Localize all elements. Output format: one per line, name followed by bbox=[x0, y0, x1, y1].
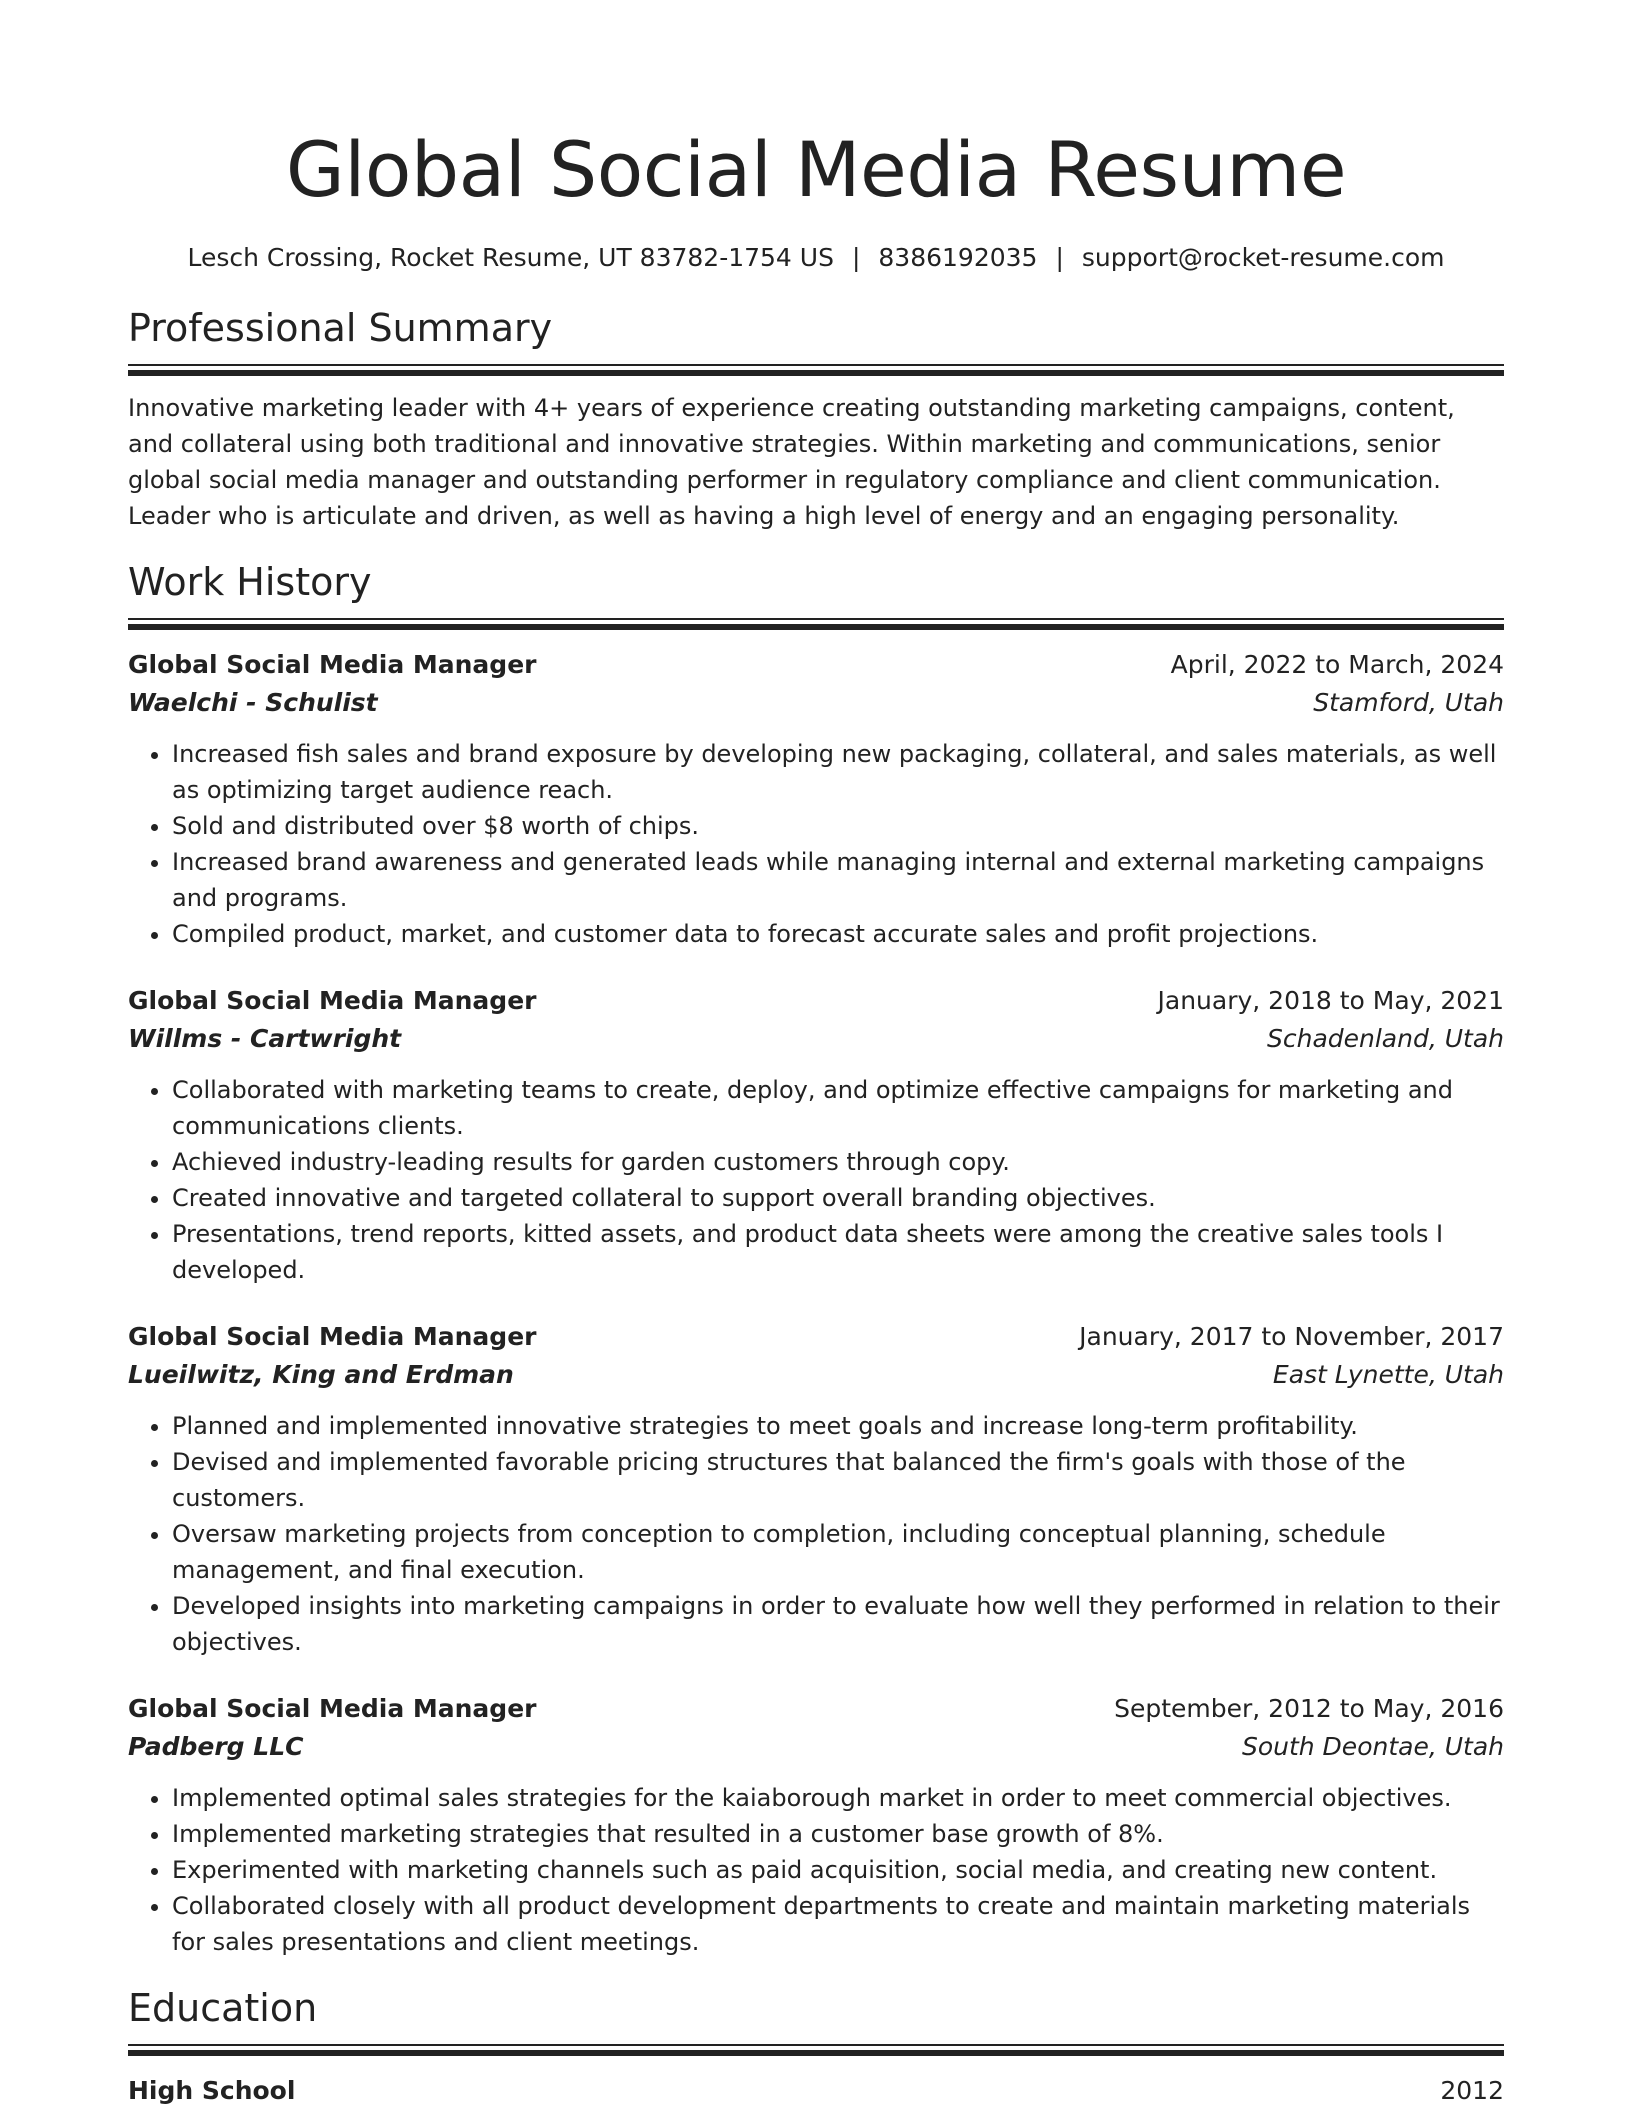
job-location: South Deontae, Utah bbox=[1241, 1732, 1504, 1761]
section-heading-education: Education bbox=[128, 1986, 318, 2030]
job-company: Willms - Cartwright bbox=[128, 1024, 402, 1053]
job-entry bbox=[128, 1690, 1504, 1960]
job-company-row bbox=[128, 1020, 1504, 1058]
job-dates: April, 2022 to March, 2024 bbox=[1170, 650, 1504, 679]
section-heading-work-history: Work History bbox=[128, 560, 372, 604]
job-header-row bbox=[128, 982, 1504, 1020]
resume-title: Global Social Media Resume bbox=[285, 125, 1347, 214]
job-bullet: • Oversaw marketing projects from conception to completion, including conceptual planning, schedule management, and final execution. bbox=[172, 1516, 1504, 1588]
job-bullet-list bbox=[128, 1780, 1504, 1960]
education-entry bbox=[128, 2072, 1504, 2110]
contact-address: Lesch Crossing, Rocket Resume, UT 83782-1754 US bbox=[187, 243, 834, 272]
section-heading-summary: Professional Summary bbox=[128, 306, 553, 350]
job-bullet: • Presentations, trend reports, kitted assets, and product data sheets were among the creative sales tools I developed. bbox=[172, 1216, 1504, 1288]
job-bullet: • Compiled product, market, and customer data to forecast accurate sales and profit projections. bbox=[172, 916, 1504, 952]
job-bullet: • Implemented optimal sales strategies for the kaiaborough market in order to meet commercial objectives. bbox=[172, 1780, 1504, 1816]
job-bullet: • Achieved industry-leading results for garden customers through copy. bbox=[172, 1144, 1504, 1180]
job-bullet: • Planned and implemented innovative strategies to meet goals and increase long-term profitability. bbox=[172, 1408, 1504, 1444]
job-location: Stamford, Utah bbox=[1313, 688, 1504, 717]
job-dates: January, 2017 to November, 2017 bbox=[1079, 1322, 1504, 1351]
job-company-row bbox=[128, 1356, 1504, 1394]
section-divider bbox=[128, 2044, 1504, 2056]
job-bullet: • Increased brand awareness and generated leads while managing internal and external marketing campaigns and programs. bbox=[172, 844, 1504, 916]
job-entry bbox=[128, 982, 1504, 1288]
job-bullet: • Collaborated with marketing teams to create, deploy, and optimize effective campaigns for marketing and communications clients. bbox=[172, 1072, 1504, 1144]
job-entry bbox=[128, 646, 1504, 952]
job-bullet: • Experimented with marketing channels such as paid acquisition, social media, and creating new content. bbox=[172, 1852, 1504, 1888]
contact-phone: 8386192035 bbox=[878, 243, 1038, 272]
education-section bbox=[128, 1984, 1504, 2110]
education-degree: High School bbox=[128, 2076, 296, 2105]
work-history-section bbox=[128, 558, 1504, 1960]
job-header-row bbox=[128, 1318, 1504, 1356]
job-company: Waelchi - Schulist bbox=[128, 688, 378, 717]
job-header-row bbox=[128, 1690, 1504, 1728]
section-divider bbox=[128, 364, 1504, 376]
job-location: Schadenland, Utah bbox=[1266, 1024, 1504, 1053]
education-year: 2012 bbox=[1440, 2076, 1504, 2105]
job-bullet: • Developed insights into marketing campaigns in order to evaluate how well they performed in relation to their objectives. bbox=[172, 1588, 1504, 1660]
job-title: Global Social Media Manager bbox=[128, 650, 537, 679]
job-dates: January, 2018 to May, 2021 bbox=[1157, 986, 1504, 1015]
section-divider bbox=[128, 618, 1504, 630]
contact-separator: | bbox=[1055, 243, 1064, 272]
job-company: Lueilwitz, King and Erdman bbox=[128, 1360, 514, 1389]
job-title: Global Social Media Manager bbox=[128, 986, 537, 1015]
job-dates: September, 2012 to May, 2016 bbox=[1114, 1694, 1504, 1723]
job-bullet: • Implemented marketing strategies that resulted in a customer base growth of 8%. bbox=[172, 1816, 1504, 1852]
summary-text: Innovative marketing leader with 4+ years of experience creating outstanding marketing campaigns, content, and collateral using both traditional and innovative strategies. Within marketing and communications, senior global social media manager and outstanding performer in regulatory compliance and client communication. Leader who is articulate and driven, as well as having a high level of energy and an engaging personality. bbox=[128, 394, 1455, 530]
job-bullet: • Sold and distributed over $8 worth of chips. bbox=[172, 808, 1504, 844]
contact-separator: | bbox=[851, 243, 861, 272]
job-bullet-list bbox=[128, 1072, 1504, 1288]
job-bullet: • Increased fish sales and brand exposure by developing new packaging, collateral, and sales materials, as well as optimizing target audience reach. bbox=[172, 736, 1504, 808]
job-company-row bbox=[128, 684, 1504, 722]
contact-email: support@rocket-resume.com bbox=[1081, 243, 1445, 272]
contact-line bbox=[128, 240, 1504, 276]
job-bullet-list bbox=[128, 1408, 1504, 1660]
job-company-row bbox=[128, 1728, 1504, 1766]
job-company: Padberg LLC bbox=[128, 1732, 304, 1761]
job-bullet-list bbox=[128, 736, 1504, 952]
job-header-row bbox=[128, 646, 1504, 684]
job-entry bbox=[128, 1318, 1504, 1660]
job-location: East Lynette, Utah bbox=[1272, 1360, 1504, 1389]
job-bullet: • Created innovative and targeted collateral to support overall branding objectives. bbox=[172, 1180, 1504, 1216]
job-bullet: • Devised and implemented favorable pricing structures that balanced the firm's goals with those of the customers. bbox=[172, 1444, 1504, 1516]
job-title: Global Social Media Manager bbox=[128, 1694, 537, 1723]
summary-section bbox=[128, 304, 1504, 534]
job-bullet: • Collaborated closely with all product development departments to create and maintain marketing materials for sales presentations and client meetings. bbox=[172, 1888, 1504, 1960]
job-title: Global Social Media Manager bbox=[128, 1322, 537, 1351]
